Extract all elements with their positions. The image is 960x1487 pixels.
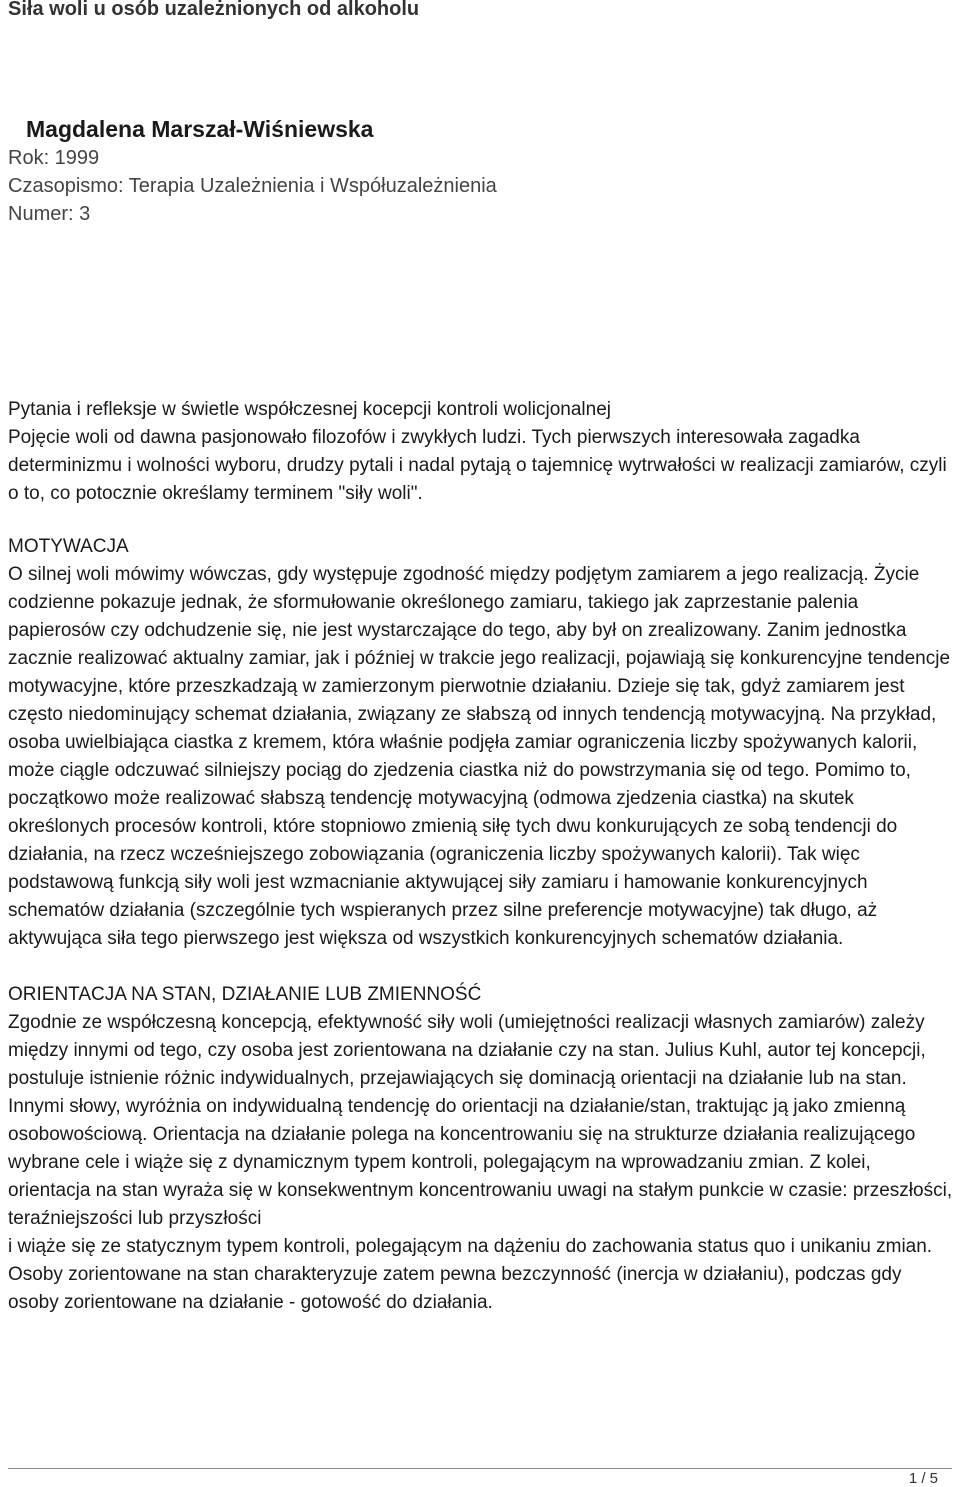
page-title: Siła woli u osób uzależnionych od alkoholu — [8, 0, 420, 20]
publication-year: Rok: 1999 — [8, 147, 100, 169]
page-number: 1 / 5 — [908, 1470, 938, 1487]
section-body-motivation: O silnej woli mówimy wówczas, gdy występuje zgodność między podjętym zamiarem a jego realizacją. Życie codzienne pokazuje jednak, że sformułowanie określonego zamiaru, takiego jak zaprzestanie palenia papierosów czy odchudzenie się, nie jest wystarczające do tego, aby był on zrealizowany. Zanim jednostka zacznie realizować aktualny zamiar, jak i później w trakcie jego realizacji, pojawiają się konkurencyjne tendencje motywacyjne, które przeszkadzają w zamierzonym pierwotnie działaniu. Dzieje się tak, gdyż zamiarem jest często niedominujący schemat działania, związany ze słabszą od innych tendencją motywacyjną. Na przykład, osoba uwielbiająca ciastka z kremem, która właśnie podjęła zamiar ograniczenia liczby spożywanych kalorii, może ciągle odczuwać silniejszy pociąg do zjedzenia ciastka niż do powstrzymania się od tego. Pomimo to, początkowo może realizować słabszą tendencję motywacyjną (odmowa zjedzenia ciastka) na skutek określonych procesów kontroli, które stopniowo zmienią siłę tych dwu konkurujących ze sobą tendencji do działania, na rzecz wcześniejszego zobowiązania (ograniczenia liczby spożywanych kalorii). Tak więc podstawową funkcją siły woli jest wzmacnianie aktywującej siły zamiaru i hamowanie konkurencyjnych schematów działania (szczególnie tych wspieranych przez silne preferencje motywacyjne) tak długo, aż aktywująca siła tego pierwszego jest większa od wszystkich konkurencyjnych schematów działania. — [8, 564, 951, 949]
article-body — [8, 396, 954, 1317]
author-name: Magdalena Marszał-Wiśniewska — [26, 116, 374, 142]
section-heading-orientation: ORIENTACJA NA STAN, DZIAŁANIE LUB ZMIENNOŚĆ — [8, 984, 482, 1005]
article-meta — [8, 115, 952, 228]
section-heading-motivation: MOTYWACJA — [8, 536, 129, 557]
section-body-orientation-continued: i wiąże się ze statycznym typem kontroli, polegającym na dążeniu do zachowania status quo i unikaniu zmian. Osoby zorientowane na stan charakteryzuje zatem pewna bezczynność (inercja w działaniu), podczas gdy osoby zorientowane na działanie - gotowość do działania. — [8, 1236, 933, 1313]
intro-title: Pytania i refleksje w świetle współczesnej kocepcji kontroli wolicjonalnej — [8, 399, 611, 420]
intro-paragraph: Pojęcie woli od dawna pasjonowało filozofów i zwykłych ludzi. Tych pierwszych interesowała zagadka determinizmu i wolności wyboru, drudzy pytali i nadal pytają o tajemnicę wytrwałości w realizacji zamiarów, czyli o to, co potocznie określamy terminem "siły woli". — [8, 427, 947, 504]
journal-name: Czasopismo: Terapia Uzależnienia i Współuzależnienia — [8, 175, 497, 197]
section-body-orientation: Zgodnie ze współczesną koncepcją, efektywność siły woli (umiejętności realizacji własnych zamiarów) zależy między innymi od tego, czy osoba jest zorientowana na działanie czy na stan. Julius Kuhl, autor tej koncepcji, postuluje istnienie różnic indywidualnych, przejawiających się dominacją orientacji na działanie lub na stan. Innymi słowy, wyróżnia on indywidualną tendencję do orientacji na działanie/stan, traktując ją jako zmienną osobowościową. Orientacja na działanie polega na koncentrowaniu się na strukturze działania realizującego wybrane cele i wiąże się z dynamicznym typem kontroli, polegającym na wprowadzaniu zmian. Z kolei, orientacja na stan wyraża się w konsekwentnym koncentrowaniu uwagi na stałym punkcie w czasie: przeszłości, teraźniejszości lub przyszłości — [8, 1012, 953, 1229]
issue-number: Numer: 3 — [8, 203, 91, 225]
footer-divider — [8, 1468, 952, 1469]
